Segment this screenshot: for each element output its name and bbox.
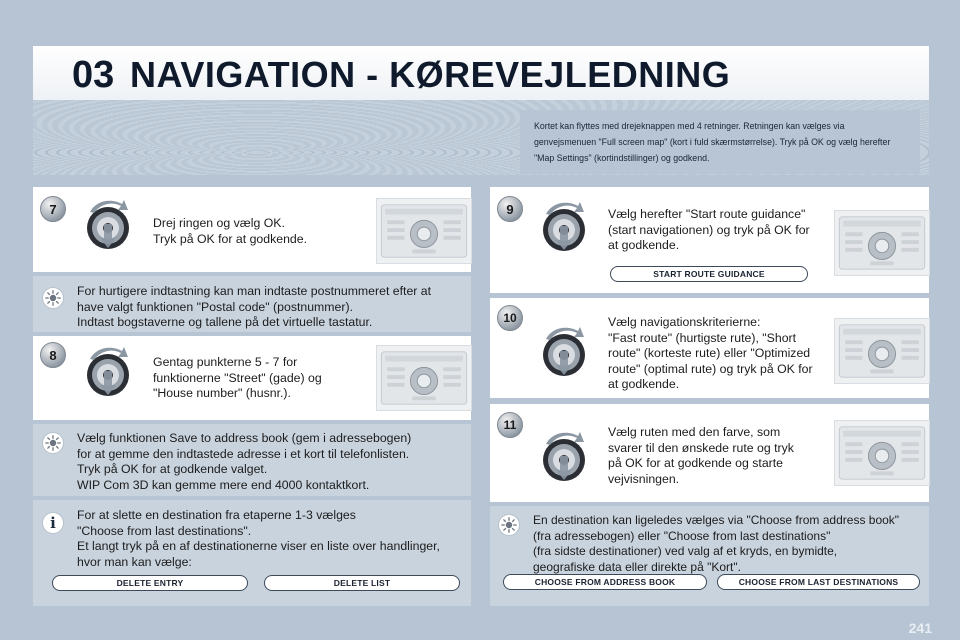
step-8-line: "House number" (husnr.). (153, 386, 291, 400)
radio-unit-icon (376, 345, 472, 411)
tip-1-text (77, 284, 467, 331)
radio-unit-icon (834, 210, 930, 276)
step-badge-10: 10 (497, 305, 523, 331)
step-badge-11: 11 (497, 412, 523, 438)
step-10-line: route" (korteste rute) eller "Optimized (608, 346, 811, 360)
rotary-knob-icon (82, 345, 134, 397)
step-8-text (153, 355, 368, 402)
rotary-knob-icon (82, 198, 134, 250)
step-10-line: at godkende. (608, 377, 680, 391)
tip-line: Vælg funktionen Save to address book (gem i adressebogen) (77, 431, 412, 445)
sun-tip-icon (42, 432, 64, 454)
tip-3-text (533, 513, 926, 575)
tip-line: For hurtigere indtastning kan man indtaste postnummeret efter at (77, 284, 432, 298)
step-7-line: Tryk på OK for at godkende. (153, 231, 308, 246)
tip-line: (fra adressebogen) eller "Choose from last destinations" (533, 528, 831, 543)
tip-line: (fra sidste destinationer) ved valg af et kryds, en bymidte, (533, 544, 838, 558)
tip-line: have valgt funktionen "Postal code" (postnummer). (77, 299, 353, 314)
step-11-line: Vælg ruten med den farve, som (608, 425, 781, 439)
chapter-number: 03 (72, 54, 115, 96)
step-badge-9: 9 (497, 196, 523, 222)
step-11-text (608, 425, 833, 487)
step-7-text (153, 216, 363, 247)
radio-unit-icon (834, 420, 930, 486)
info-line: For at slette en destination fra etaperne 1-3 vælges (77, 508, 356, 522)
delete-list-button[interactable]: DELETE LIST (264, 575, 460, 591)
choose-from-last-destinations-button[interactable]: CHOOSE FROM LAST DESTINATIONS (717, 574, 920, 590)
page-number: 241 (908, 620, 932, 636)
step-9-line: (start navigationen) og tryk på OK for (608, 222, 810, 237)
tip-line: Indtast bogstaverne og tallene på det virtuelle tastatur. (77, 315, 373, 329)
info-line: "Choose from last destinations". (77, 523, 252, 538)
tip-line: for at gemme den indtastede adresse i et kort til telefonlisten. (77, 446, 410, 461)
info-line: hvor man kan vælge: (77, 554, 192, 569)
step-8-line: funktionerne "Street" (gade) og (153, 370, 322, 385)
step-10-line: route" (optimal rute) og tryk på OK for (608, 361, 813, 376)
tip-line: WIP Com 3D kan gemme mere end 4000 kontaktkort. (77, 477, 370, 492)
page-title: NAVIGATION - KØREVEJLEDNING (130, 54, 731, 95)
info-text (77, 508, 467, 570)
tip-line: geografiske data eller direkte på "Kort". (533, 559, 741, 574)
step-11-line: vejvisningen. (608, 471, 680, 486)
step-11-line: på OK for at godkende og starte (608, 456, 784, 470)
intro-text: Kortet kan flyttes med drejeknappen med 4 retninger. Retningen kan vælges via genvejsmenuen "Full screen map" (kort i fuld skærmstørrelse). Tryk på OK og vælg herefter "Map Settings" (kortindstillinger) og godkend. (520, 110, 920, 174)
radio-unit-icon (834, 318, 930, 384)
delete-entry-button[interactable]: DELETE ENTRY (52, 575, 248, 591)
sun-tip-icon (42, 287, 64, 309)
step-badge-7: 7 (40, 196, 66, 222)
radio-unit-icon (376, 198, 472, 264)
step-11-line: svarer til den ønskede rute og tryk (608, 440, 794, 455)
step-10-line: "Fast route" (hurtigste rute), "Short (608, 330, 797, 345)
sun-tip-icon (498, 514, 520, 536)
rotary-knob-icon (538, 200, 590, 252)
step-9-line: at godkende. (608, 238, 680, 252)
tip-line: En destination kan ligeledes vælges via "Choose from address book" (533, 513, 900, 527)
tip-line: Tryk på OK for at godkende valget. (77, 462, 268, 476)
info-icon: i (42, 512, 64, 534)
info-line: Et langt tryk på en af destinationerne viser en liste over handlinger, (77, 539, 440, 553)
tip-2-text (77, 431, 467, 493)
rotary-knob-icon (538, 325, 590, 377)
step-10-line: Vælg navigationskriterierne: (608, 315, 761, 329)
step-10-text (608, 315, 833, 393)
step-badge-8: 8 (40, 342, 66, 368)
step-7-line: Drej ringen og vælg OK. (153, 216, 285, 230)
step-9-text (608, 207, 833, 254)
choose-from-address-book-button[interactable]: CHOOSE FROM ADDRESS BOOK (503, 574, 707, 590)
step-9-line: Vælg herefter "Start route guidance" (608, 207, 806, 221)
rotary-knob-icon (538, 430, 590, 482)
step-8-line: Gentag punkterne 5 - 7 for (153, 355, 298, 369)
start-route-guidance-button[interactable]: START ROUTE GUIDANCE (610, 266, 808, 282)
